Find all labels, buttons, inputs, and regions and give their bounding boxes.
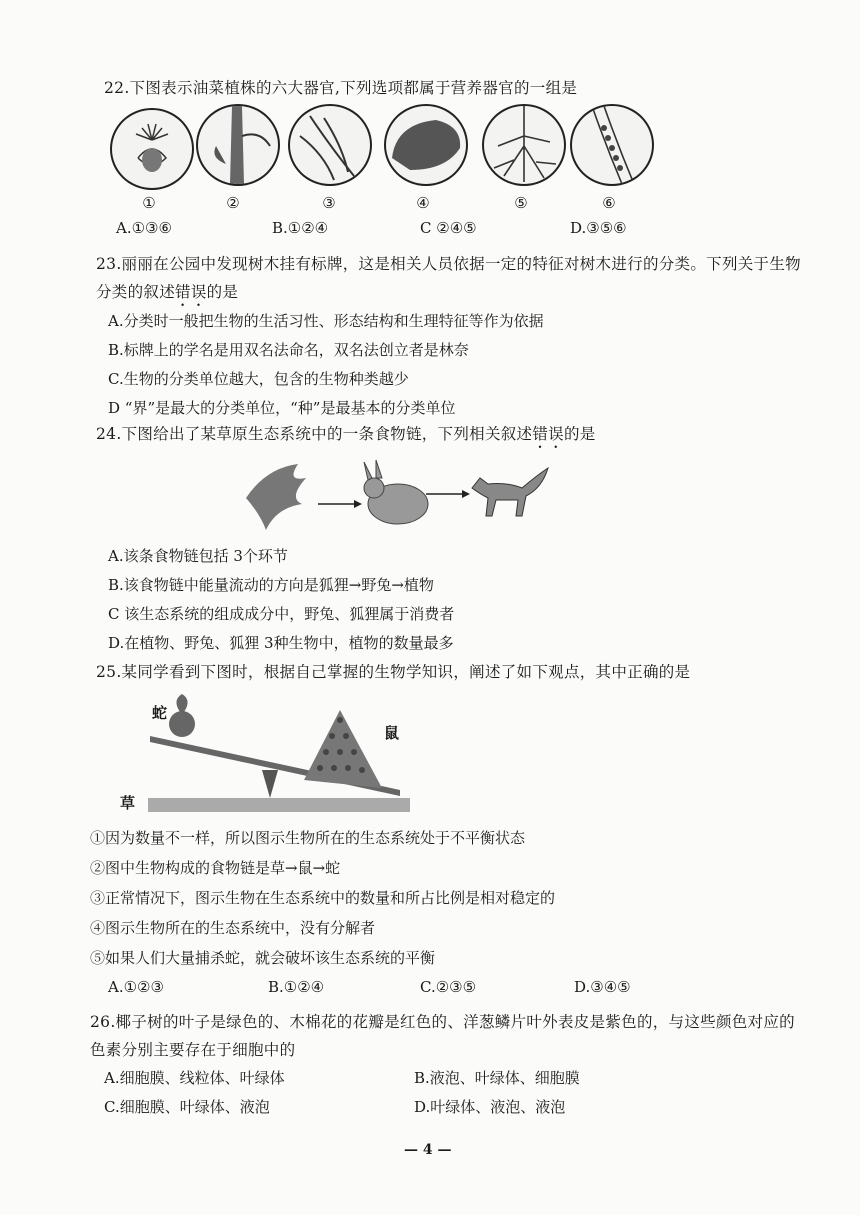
flower-image (110, 108, 194, 190)
stem-image (196, 104, 280, 186)
organ-number-4: ④ (416, 194, 430, 212)
q25-statement-3: ③正常情况下，图示生物在生态系统中的数量和所占比例是相对稳定的 (90, 889, 556, 907)
q25-stem: 25.某同学看到下图时，根据自己掌握的生物学知识，阐述了如下观点，其中正确的是 (96, 663, 691, 681)
mouse-label: 鼠 (384, 724, 400, 742)
q22-option-d: D.③⑤⑥ (570, 219, 627, 237)
q26-option-c: C.细胞膜、叶绿体、液泡 (104, 1098, 270, 1116)
organ-number-5: ⑤ (514, 194, 528, 212)
q23-stem-line1: 23.丽丽在公园中发现树木挂有标牌，这是相关人员依据一定的特征对树木进行的分类。下列关于生物 (96, 255, 801, 273)
organ-number-6: ⑥ (602, 194, 616, 212)
q25-statement-1: ①因为数量不一样，所以图示生物所在的生态系统处于不平衡状态 (90, 829, 526, 847)
q25-option-b: B.①②④ (268, 978, 325, 996)
organ-number-3: ③ (322, 194, 336, 212)
q25-option-a: A.①②③ (108, 978, 164, 996)
q25-option-d: D.③④⑤ (574, 978, 631, 996)
balance-figure (120, 690, 410, 816)
organ-number-1: ① (142, 194, 156, 212)
organ-number-2: ② (226, 194, 240, 212)
q24-option-c: C 该生态系统的组成成分中，野兔、狐狸属于消费者 (108, 605, 455, 623)
q23-option-d: D “界”是最大的分类单位，“种”是最基本的分类单位 (108, 399, 456, 417)
q23-emphasis: 错误 (175, 283, 207, 301)
q22-option-a: A.①③⑥ (116, 219, 172, 237)
q22-option-c: C ②④⑤ (420, 219, 477, 237)
fruit-image (288, 104, 372, 186)
seed-pod-image (570, 104, 654, 186)
q25-statement-2: ②图中生物构成的食物链是草→鼠→蛇 (90, 859, 341, 877)
q22-option-b: B.①②④ (272, 219, 329, 237)
q25-statement-5: ⑤如果人们大量捕杀蛇，就会破坏该生态系统的平衡 (90, 949, 436, 967)
q23-option-a: A.分类时一般把生物的生活习性、形态结构和生理特征等作为依据 (108, 312, 544, 330)
root-image (482, 104, 566, 186)
q26-option-a: A.细胞膜、线粒体、叶绿体 (104, 1069, 285, 1087)
q26-option-d: D.叶绿体、液泡、液泡 (414, 1098, 566, 1116)
q24-option-d: D.在植物、野兔、狐狸 3种生物中，植物的数量最多 (108, 634, 454, 652)
q24-emphasis: 错误 (532, 425, 564, 443)
q24-stem: 24.下图给出了某草原生态系统中的一条食物链，下列相关叙述错误的是 (96, 425, 596, 443)
q26-stem-line1: 26.椰子树的叶子是绿色的、木棉花的花瓣是红色的、洋葱鳞片叶外表皮是紫色的，与这些颜色对应的 (90, 1013, 795, 1031)
page-number: — 4 — (404, 1142, 452, 1158)
q25-option-c: C.②③⑤ (420, 978, 477, 996)
food-chain-figure (236, 458, 556, 532)
q26-option-b: B.液泡、叶绿体、细胞膜 (414, 1069, 580, 1087)
snake-label: 蛇 (152, 704, 168, 722)
q23-option-c: C.生物的分类单位越大，包含的生物种类越少 (108, 370, 409, 388)
q24-option-a: A.该条食物链包括 3个环节 (108, 547, 288, 565)
q26-stem-line2: 色素分别主要存在于细胞中的 (90, 1041, 296, 1059)
grass-label: 草 (120, 794, 136, 812)
q25-statement-4: ④图示生物所在的生态系统中，没有分解者 (90, 919, 376, 937)
leaf-image (384, 104, 468, 186)
q23-option-b: B.标牌上的学名是用双名法命名，双名法创立者是林奈 (108, 341, 469, 359)
q24-option-b: B.该食物链中能量流动的方向是狐狸→野兔→植物 (108, 576, 434, 594)
q23-stem-line2: 分类的叙述错误的是 (96, 283, 239, 301)
q22-stem: 22.下图表示油菜植株的六大器官,下列选项都属于营养器官的一组是 (104, 79, 578, 97)
